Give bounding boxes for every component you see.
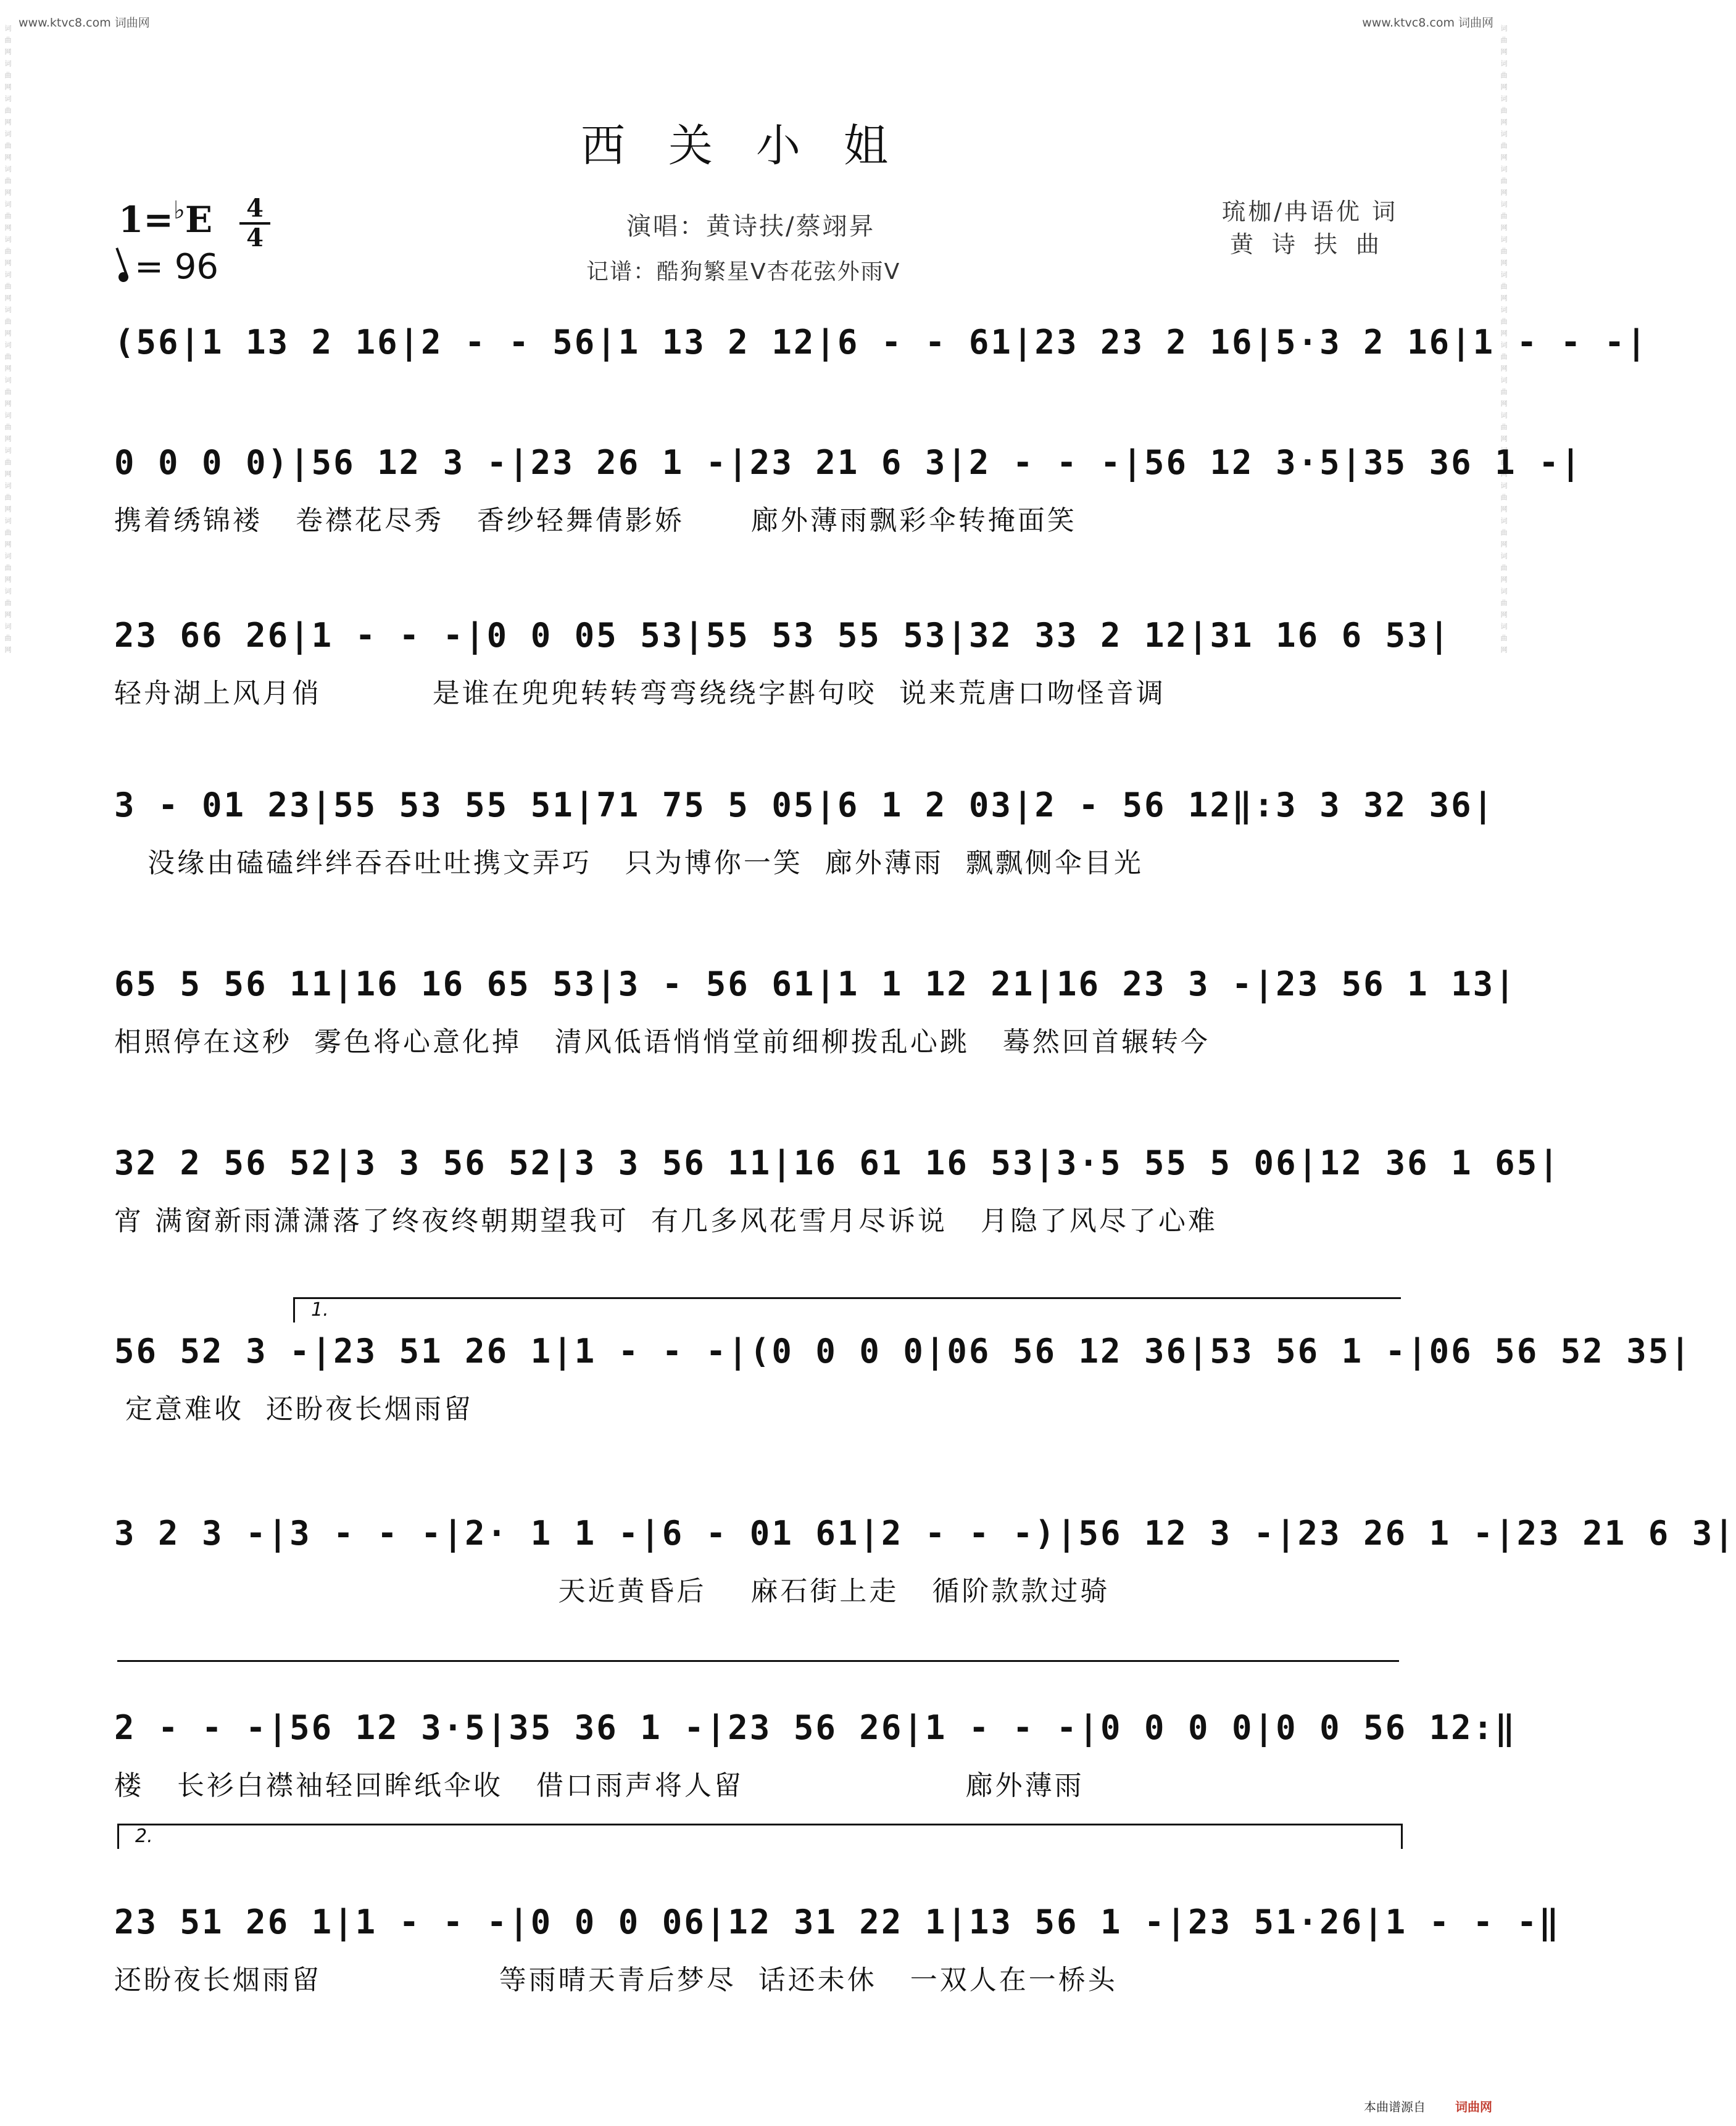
lyrics-line: [114, 378, 1401, 415]
footer-source-text: 本曲谱源自: [1364, 2099, 1426, 2114]
site-watermark-left: www.ktvc8.com 词曲网: [19, 16, 150, 30]
time-signature-top: 4: [246, 194, 264, 223]
score-system-3: [114, 614, 1452, 709]
first-ending-bracket: [293, 1297, 1401, 1323]
score-system-2: [114, 441, 1583, 536]
notation-line: 56 52 3 -|23 51 26 1|1 - - -|(0 0 0 0|06 56 12 36|53 56 1 -|06 56 52 35|: [114, 1332, 1692, 1371]
site-watermark-right: www.ktvc8.com 词曲网: [1362, 16, 1493, 30]
lyricist-credit: 琉枷/冉语优 词: [1222, 198, 1398, 225]
notation-line: 3 - 01 23|55 53 55 51|71 75 5 05|6 1 2 03|2 - 56 12‖:3 3 32 36|: [114, 786, 1495, 824]
score-system-8: [114, 1512, 1736, 1607]
lyrics-line: 天近黄昏后 麻石街上走 循阶款款过骑: [114, 1576, 1110, 1607]
notation-line: 2 - - -|56 12 3·5|35 36 1 -|23 56 26|1 - - -|0 0 0 0|0 0 56 12:‖: [114, 1708, 1517, 1747]
score-system-1: [114, 321, 1648, 415]
score-system-10: [114, 1901, 1561, 1996]
key-prefix: 1=: [118, 199, 173, 241]
key-signature: [118, 196, 212, 241]
notation-line: 0 0 0 0)|56 12 3 -|23 26 1 -|23 21 6 3|2 - - -|56 12 3·5|35 36 1 -|: [114, 443, 1583, 482]
score-system-7: [114, 1330, 1692, 1425]
notation-line: 32 2 56 52|3 3 56 52|3 3 56 11|16 61 16 53|3·5 55 5 06|12 36 1 65|: [114, 1144, 1561, 1182]
time-signature: [239, 196, 270, 251]
tempo-marking: [118, 247, 218, 287]
score-system-6: [114, 1142, 1561, 1237]
time-signature-bottom: 4: [246, 223, 264, 252]
score-system-4: [114, 784, 1495, 879]
notation-line: 23 66 26|1 - - -|0 0 05 53|55 53 55 53|32 33 2 12|31 16 6 53|: [114, 616, 1452, 655]
notation-line: 23 51 26 1|1 - - -|0 0 0 06|12 31 22 1|13 56 1 -|23 51·26|1 - - -‖: [114, 1903, 1561, 1941]
singer-credit: 演唱：黄诗扶/蔡翊昇: [626, 212, 876, 241]
side-watermark-left: 词曲网词曲网词曲网词曲网词曲网词曲网词曲网词曲网词曲网词曲网词曲网词曲网词曲网词曲网词曲网词曲网词曲网词曲网: [4, 25, 12, 658]
tempo-value: = 96: [135, 247, 218, 287]
key-letter: E: [185, 199, 213, 241]
second-ending-label: 2.: [135, 1825, 153, 1847]
flat-sign-icon: ♭: [173, 196, 185, 225]
song-title: 西关小姐: [580, 120, 931, 172]
lyrics-line: 携着绣锦褛 卷襟花尽秀 香纱轻舞倩影娇 廊外薄雨飘彩伞转掩面笑: [114, 505, 1077, 536]
quarter-note-icon: [117, 271, 130, 284]
notation-line: (56|1 13 2 16|2 - - 56|1 13 2 12|6 - - 61|23 23 2 16|5·3 2 16|1 - - -|: [114, 323, 1648, 362]
first-ending-label: 1.: [311, 1299, 329, 1321]
repeat-section-rule: [117, 1660, 1399, 1662]
score-system-9: [114, 1706, 1517, 1801]
notation-line: 65 5 56 11|16 16 65 53|3 - 56 61|1 1 12 21|16 23 3 -|23 56 1 13|: [114, 965, 1517, 1003]
score-system-5: [114, 963, 1517, 1058]
lyrics-line: 还盼夜长烟雨留 等雨晴天青后梦尽 话还未休 一双人在一桥头: [114, 1964, 1118, 1996]
notation-line: 3 2 3 -|3 - - -|2· 1 1 -|6 - 01 61|2 - - -)|56 12 3 -|23 26 1 -|23 21 6 3|: [114, 1514, 1736, 1553]
composer-credit: 黄诗扶曲: [1229, 231, 1398, 258]
lyrics-line: 楼 长衫白襟袖轻回眸纸伞收 借口雨声将人留 廊外薄雨: [114, 1770, 1084, 1801]
lyrics-line: 没缘由磕磕绊绊吞吞吐吐携文弄巧 只为博你一笑 廊外薄雨 飘飘侧伞目光: [114, 847, 1144, 879]
transcriber-credit: 记谱：酷狗繁星V杏花弦外雨V: [586, 259, 901, 284]
second-ending-bracket: [117, 1824, 1403, 1849]
side-watermark-right: 词曲网词曲网词曲网词曲网词曲网词曲网词曲网词曲网词曲网词曲网词曲网词曲网词曲网词曲网词曲网词曲网词曲网词曲网: [1500, 25, 1508, 658]
lyrics-line: 轻舟湖上风月俏 是谁在兜兜转转弯弯绕绕字斟句咬 说来荒唐口吻怪音调: [114, 678, 1166, 709]
lyrics-line: 宵 满窗新雨潇潇落了终夜终朝期望我可 有几多风花雪月尽诉说 月隐了风尽了心难: [114, 1205, 1218, 1237]
footer-site-logo: 词曲网: [1455, 2099, 1492, 2114]
lyrics-line: 相照停在这秒 雾色将心意化掉 清风低语悄悄堂前细柳拨乱心跳 蓦然回首辗转今: [114, 1026, 1210, 1058]
lyrics-line: 定意难收 还盼夜长烟雨留: [114, 1393, 473, 1425]
